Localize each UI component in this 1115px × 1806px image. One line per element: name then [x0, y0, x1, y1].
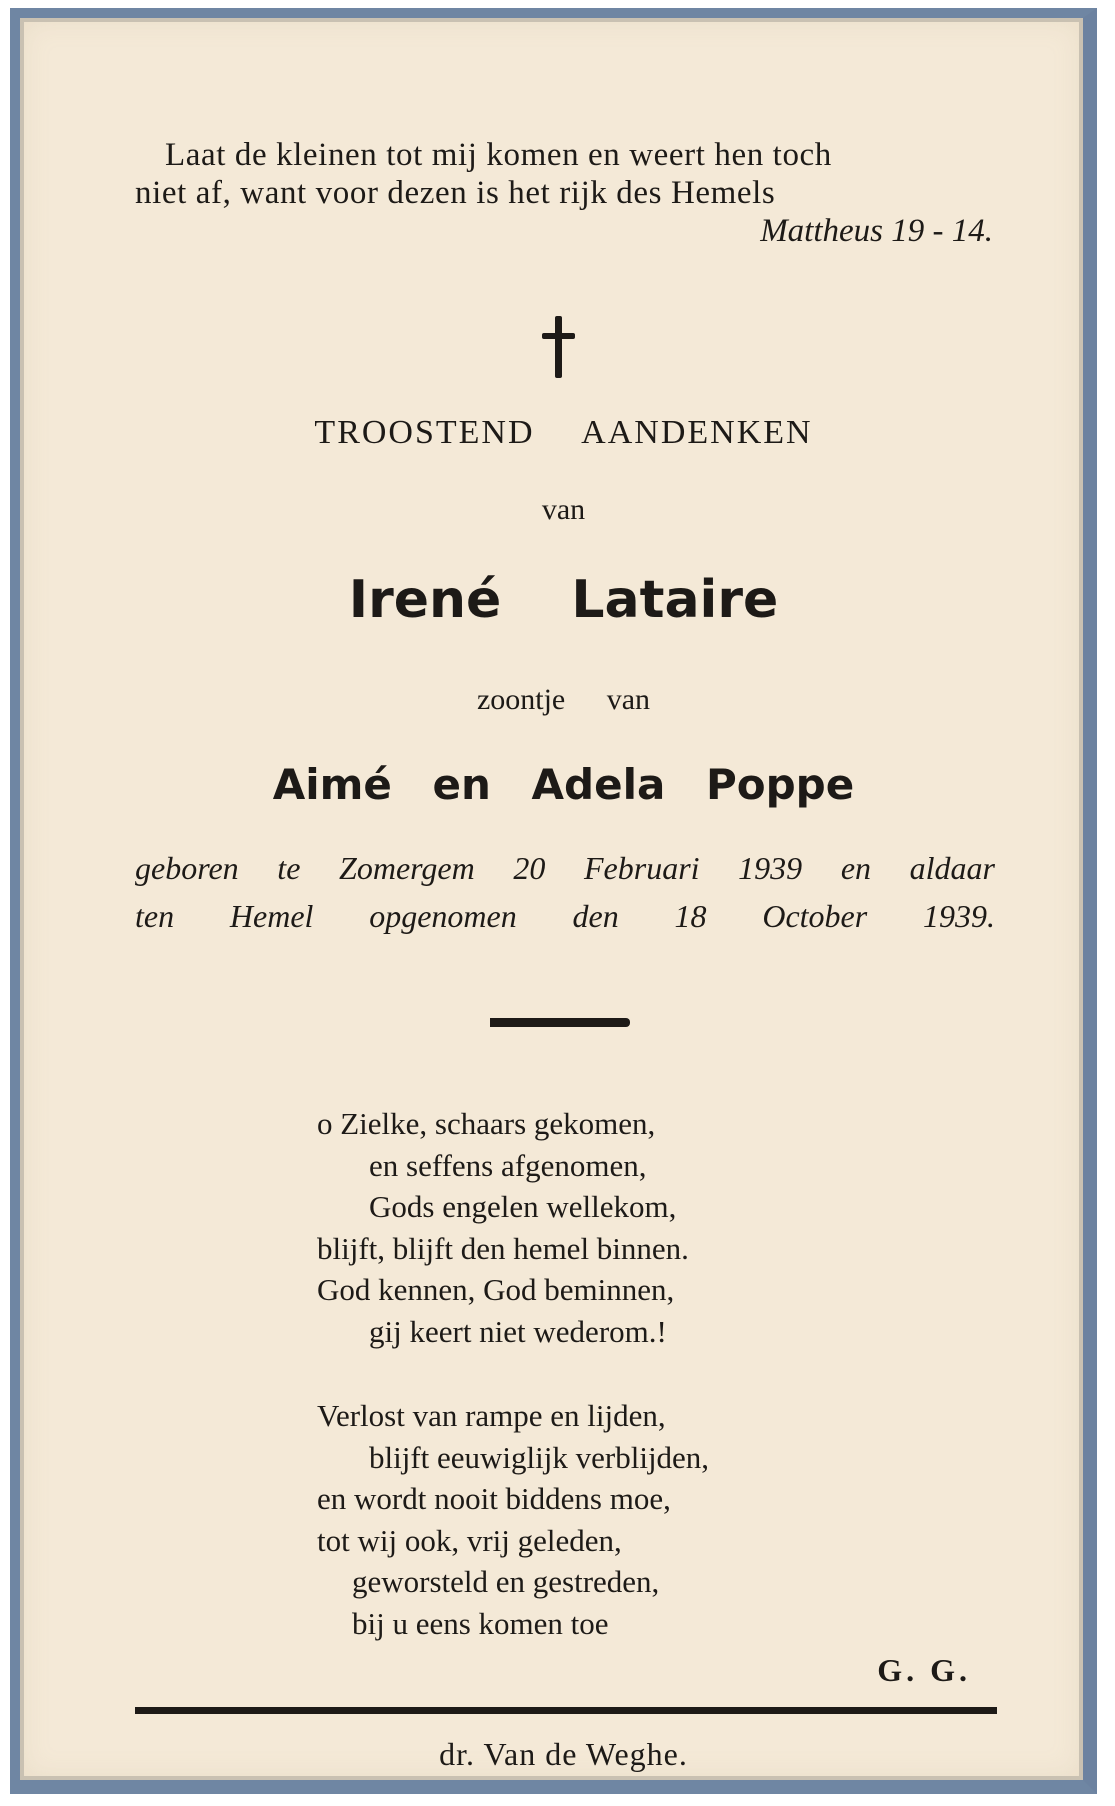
- birth-line: geboren te Zomergem 20 Februari 1939 en aldaar: [135, 850, 995, 886]
- poem-stanza-1: [317, 1103, 817, 1352]
- van-text: van: [541, 493, 586, 526]
- poem-line: en wordt nooit biddens moe,: [317, 1481, 671, 1516]
- parents-names: Aimé en Adela Poppe: [272, 760, 855, 809]
- card-heading: TROOSTEND AANDENKEN: [314, 414, 813, 451]
- verse-line-1: Laat de kleinen tot mij komen en weert hen toch: [165, 137, 832, 173]
- poem-line: Verlost van rampe en lijden,: [317, 1398, 666, 1433]
- death-line: ten Hemel opgenomen den 18 October 1939.: [135, 898, 995, 934]
- bible-verse: [135, 136, 995, 250]
- deceased-name: Irené Lataire: [348, 570, 779, 630]
- poem-line: tot wij ook, vrij geleden,: [317, 1522, 622, 1558]
- poem-line: en seffens afgenomen,: [369, 1147, 647, 1183]
- verse-reference: Mattheus 19 - 14.: [760, 213, 993, 249]
- poem-line: gij keert niet wederom.!: [369, 1313, 667, 1349]
- poem-line: Gods engelen wellekom,: [369, 1189, 677, 1224]
- divider-long: [135, 1707, 997, 1714]
- divider-short: [490, 1018, 630, 1027]
- poem-line: God kennen, God beminnen,: [317, 1272, 675, 1307]
- poem-stanza-2: [317, 1395, 817, 1644]
- latin-cross-icon: [540, 316, 576, 378]
- poem-line: geworsteld en gestreden,: [352, 1564, 660, 1599]
- relation-text: zoontje van: [476, 683, 651, 716]
- birth-death-info: [135, 844, 995, 940]
- poem-signature: G. G.: [877, 1652, 971, 1688]
- poem-line: blijft, blijft den hemel binnen.: [317, 1230, 689, 1266]
- printer-credit: dr. Van de Weghe.: [439, 1736, 688, 1772]
- verse-line-2: niet af, want voor dezen is het rijk des Hemels: [135, 175, 776, 211]
- memorial-card: [10, 8, 1097, 1794]
- poem-line: o Zielke, schaars gekomen,: [317, 1106, 656, 1141]
- poem-line: bij u eens komen toe: [352, 1605, 609, 1641]
- poem-line: blijft eeuwiglijk verblijden,: [369, 1439, 710, 1475]
